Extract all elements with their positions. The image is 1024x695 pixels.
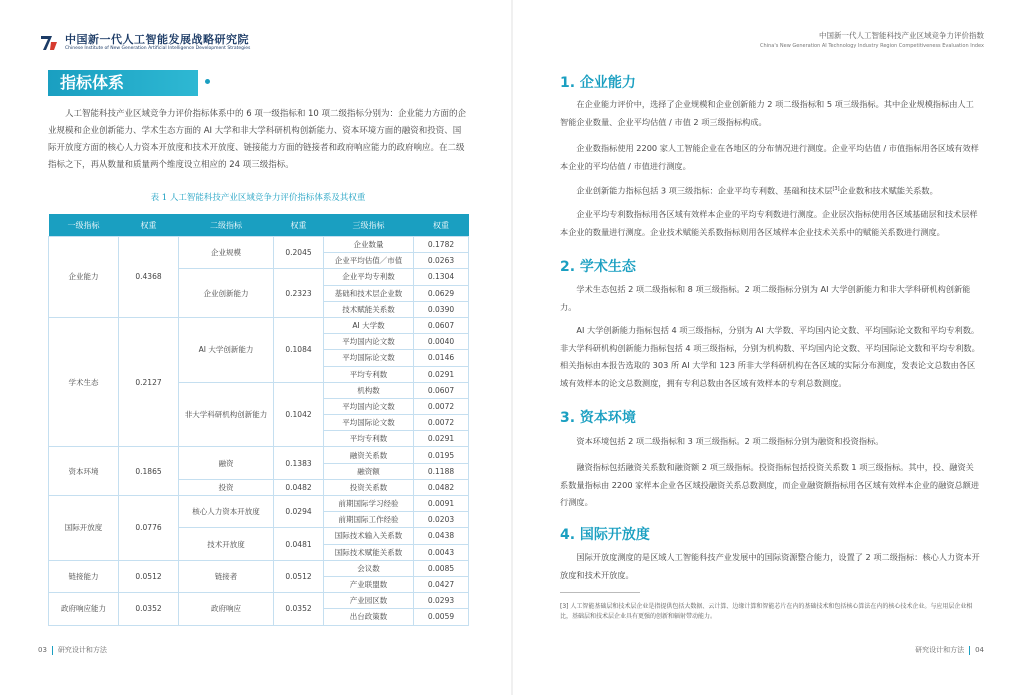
level2-indicator: 链接者 (179, 560, 274, 592)
table-row (49, 317, 469, 333)
table-header-cell: 二级指标 (179, 214, 274, 237)
level3-weight: 0.0040 (414, 334, 469, 350)
level3-indicator: 前期国际工作经验 (324, 512, 414, 528)
table-row (49, 496, 469, 512)
logo-text-zh: 中国新一代人工智能发展战略研究院 (65, 33, 249, 46)
table-header-cell: 权重 (119, 214, 179, 237)
level3-indicator: AI 大学数 (324, 317, 414, 333)
level3-indicator: 融资额 (324, 463, 414, 479)
level1-indicator: 政府响应能力 (49, 593, 119, 625)
footer-label: 研究设计和方法 (915, 646, 965, 654)
level2-weight: 0.2045 (274, 237, 324, 269)
level3-weight: 0.0291 (414, 366, 469, 382)
level1-indicator: 国际开放度 (49, 496, 119, 561)
paragraph: 企业数指标使用 2200 家人工智能企业在各地区的分布情况进行测度。企业平均估值 / 市值指标用各区域有效样本企业的平均估值 / 市值进行测度。 (560, 143, 979, 171)
paragraph: 企业平均专利数指标用各区域有效样本企业的平均专利数进行测度。企业层次指标使用各区域基础层和技术层样本企业的数量进行测度。企业技术赋能关系数指标则用各区域样本企业技术关系中的赋能关系数进行测度。 (560, 209, 978, 237)
level3-indicator: 平均专利数 (324, 366, 414, 382)
title-dot-icon (205, 79, 210, 84)
paragraph (560, 181, 980, 200)
footnote: [3] 人工智能基础层和技术层企业是指提供包括大数据、云计算、边缘计算和智能芯片在内的基础技术和包括核心算法在内的核心技术企业。与应用层企业相比，基础层和技术层企业具有更强的创新和辐射带动能力。 (560, 603, 973, 620)
level3-weight: 0.0146 (414, 350, 469, 366)
section-heading-enterprise: 1. 企业能力 (560, 75, 636, 91)
level3-indicator: 平均国际论文数 (324, 415, 414, 431)
level3-indicator: 平均国内论文数 (324, 334, 414, 350)
level3-weight: 0.0607 (414, 382, 469, 398)
table-row (49, 560, 469, 576)
footer-divider (52, 646, 53, 655)
table-header-cell: 权重 (414, 214, 469, 237)
level1-weight: 0.1865 (119, 447, 179, 496)
level1-indicator: 链接能力 (49, 560, 119, 592)
section-title: 指标体系 (48, 70, 198, 96)
level3-weight: 0.0291 (414, 431, 469, 447)
level3-weight: 0.0263 (414, 253, 469, 269)
level3-weight: 0.0059 (414, 609, 469, 625)
paragraph-text: 企业数和技术赋能关系数。 (839, 185, 938, 196)
level3-indicator: 前期国际学习经验 (324, 496, 414, 512)
intro-paragraph: 人工智能科技产业区域竞争力评价指标体系中的 6 项一级指标和 10 项二级指标分别为：企业能力方面的企业规模和企业创新能力、学术生态方面的 AI 大学和非大学科研机构创新能力、资本环境方面的融资和投资、国际开放度方面的核心人力资本开放度和技术开放度、链接能力方面的链接者和政府响应能力的政府响应。在二级指标之下，再从数量和质量两个维度设立相应的 24 项三级指标。 (48, 109, 467, 170)
level1-indicator: 企业能力 (49, 237, 119, 318)
level3-weight: 0.0203 (414, 512, 469, 528)
footer-label: 研究设计和方法 (57, 646, 107, 654)
level3-indicator: 平均国内论文数 (324, 398, 414, 414)
level3-weight: 0.0390 (414, 301, 469, 317)
level2-weight: 0.2323 (274, 269, 324, 318)
page-number: 03 (38, 646, 47, 654)
table-header-row (49, 214, 469, 237)
level3-indicator: 企业平均专利数 (324, 269, 414, 285)
level3-indicator: 基础和技术层企业数 (324, 285, 414, 301)
level3-weight: 0.1304 (414, 269, 469, 285)
level1-weight: 0.4368 (119, 237, 179, 318)
level3-indicator: 产业园区数 (324, 593, 414, 609)
level3-indicator: 机构数 (324, 382, 414, 398)
table-caption: 表 1 人工智能科技产业区域竞争力评价指标体系及其权重 (150, 193, 366, 203)
level1-indicator: 资本环境 (49, 447, 119, 496)
level2-weight: 0.1383 (274, 447, 324, 479)
section-heading-capital: 3. 资本环境 (560, 410, 636, 426)
level2-indicator: 政府响应 (179, 593, 274, 625)
level3-weight: 0.0482 (414, 479, 469, 495)
level2-weight: 0.0481 (274, 528, 324, 560)
level3-weight: 0.0091 (414, 496, 469, 512)
level2-indicator: AI 大学创新能力 (179, 317, 274, 382)
level3-indicator: 会议数 (324, 560, 414, 576)
level2-indicator: 企业规模 (179, 237, 274, 269)
table-header-cell: 三级指标 (324, 214, 414, 237)
logo-text-en: Chinese Institute of New Generation Artificial Intelligence Development Strategies (65, 46, 251, 51)
level3-indicator: 产业联盟数 (324, 576, 414, 592)
paragraph: 在企业能力评价中，选择了企业规模和企业创新能力 2 项二级指标和 5 项三级指标。其中企业规模指标由人工智能企业数量、企业平均估值 / 市值 2 项三级指标构成。 (560, 99, 974, 127)
section-heading-academic: 2. 学术生态 (560, 259, 636, 275)
level1-weight: 0.2127 (119, 317, 179, 447)
level3-weight: 0.0607 (414, 317, 469, 333)
footer-divider (969, 646, 970, 655)
level2-indicator: 融资 (179, 447, 274, 479)
level2-indicator: 核心人力资本开放度 (179, 496, 274, 528)
table-row (49, 447, 469, 463)
level3-indicator: 平均国际论文数 (324, 350, 414, 366)
level3-weight: 0.1782 (414, 237, 469, 253)
logo-mark-icon (38, 32, 60, 54)
footnote-divider (560, 592, 640, 593)
level3-weight: 0.0085 (414, 560, 469, 576)
institute-logo (38, 32, 250, 54)
paragraph: AI 大学创新能力指标包括 4 项三级指标，分别为 AI 大学数、平均国内论文数、平均国际论文数和平均专利数。非大学科研机构创新能力指标包括 4 项三级指标，分别为机构数、平均国内论文数、平均国际论文数和平均专利数。相关指标由本报告选取的 303 所 AI 大学和 123 所非大学科研机构在各区域的实际分布测度，发表论文总数由各区域有效样本的论文总数测度，拥有专利总数由各区域有效样本的专利总数测度。 (560, 325, 980, 388)
report-title-en: China's New Generation AI Technology Industry Region Competitiveness Evaluation Index (760, 43, 984, 49)
level3-weight: 0.0427 (414, 576, 469, 592)
paragraph: 资本环境包括 2 项二级指标和 3 项三级指标。2 项二级指标分别为融资和投资指标。 (576, 436, 884, 446)
level1-weight: 0.0352 (119, 593, 179, 625)
level3-indicator: 国际技术输入关系数 (324, 528, 414, 544)
level2-weight: 0.1042 (274, 382, 324, 447)
indicator-table (48, 214, 469, 626)
report-header (760, 30, 984, 50)
level3-weight: 0.0043 (414, 544, 469, 560)
level3-indicator: 国际技术赋能关系数 (324, 544, 414, 560)
table-header-cell: 权重 (274, 214, 324, 237)
level3-weight: 0.0438 (414, 528, 469, 544)
level3-indicator: 投资关系数 (324, 479, 414, 495)
section-heading-openness: 4. 国际开放度 (560, 527, 650, 543)
footnote-ref[interactable]: [3] (832, 186, 840, 192)
level3-weight: 0.0195 (414, 447, 469, 463)
table-row (49, 593, 469, 609)
level3-weight: 0.0629 (414, 285, 469, 301)
report-title-zh: 中国新一代人工智能科技产业区域竞争力评价指数 (819, 31, 984, 40)
paragraph: 融资指标包括融资关系数和融资额 2 项三级指标。投资指标包括投资关系数 1 项三级指标。其中，投、融资关系数量指标由 2200 家样本企业各区域投融资关系总数测度，而企业融资额指标用各区域有效样本企业的融资总额进行测度。 (560, 462, 980, 507)
page-number: 04 (975, 646, 984, 654)
level2-indicator: 技术开放度 (179, 528, 274, 560)
paragraph: 国际开放度测度的是区域人工智能科技产业发展中的国际资源整合能力，设置了 2 项二级指标：核心人力资本开放度和技术开放度。 (560, 552, 980, 580)
level1-indicator: 学术生态 (49, 317, 119, 447)
level2-indicator: 投资 (179, 479, 274, 495)
level3-indicator: 融资关系数 (324, 447, 414, 463)
level3-indicator: 企业数量 (324, 237, 414, 253)
level2-indicator: 非大学科研机构创新能力 (179, 382, 274, 447)
paragraph: 学术生态包括 2 项二级指标和 8 项三级指标。2 项二级指标分别为 AI 大学创新能力和非大学科研机构创新能力。 (560, 284, 971, 312)
table-header-cell: 一级指标 (49, 214, 119, 237)
level3-weight: 0.0293 (414, 593, 469, 609)
level3-indicator: 出台政策数 (324, 609, 414, 625)
level1-weight: 0.0776 (119, 496, 179, 561)
level3-indicator: 技术赋能关系数 (324, 301, 414, 317)
level3-weight: 0.1188 (414, 463, 469, 479)
level3-indicator: 企业平均估值／市值 (324, 253, 414, 269)
level1-weight: 0.0512 (119, 560, 179, 592)
level2-weight: 0.0352 (274, 593, 324, 625)
level3-indicator: 平均专利数 (324, 431, 414, 447)
level2-weight: 0.0512 (274, 560, 324, 592)
level2-indicator: 企业创新能力 (179, 269, 274, 318)
level2-weight: 0.0482 (274, 479, 324, 495)
level2-weight: 0.1084 (274, 317, 324, 382)
table-row (49, 237, 469, 253)
page-spine (511, 0, 513, 695)
level2-weight: 0.0294 (274, 496, 324, 528)
level3-weight: 0.0072 (414, 415, 469, 431)
footer-right (915, 645, 984, 655)
level3-weight: 0.0072 (414, 398, 469, 414)
paragraph-text: 企业创新能力指标包括 3 项三级指标：企业平均专利数、基础和技术层 (576, 185, 833, 196)
footer-left (38, 645, 107, 655)
